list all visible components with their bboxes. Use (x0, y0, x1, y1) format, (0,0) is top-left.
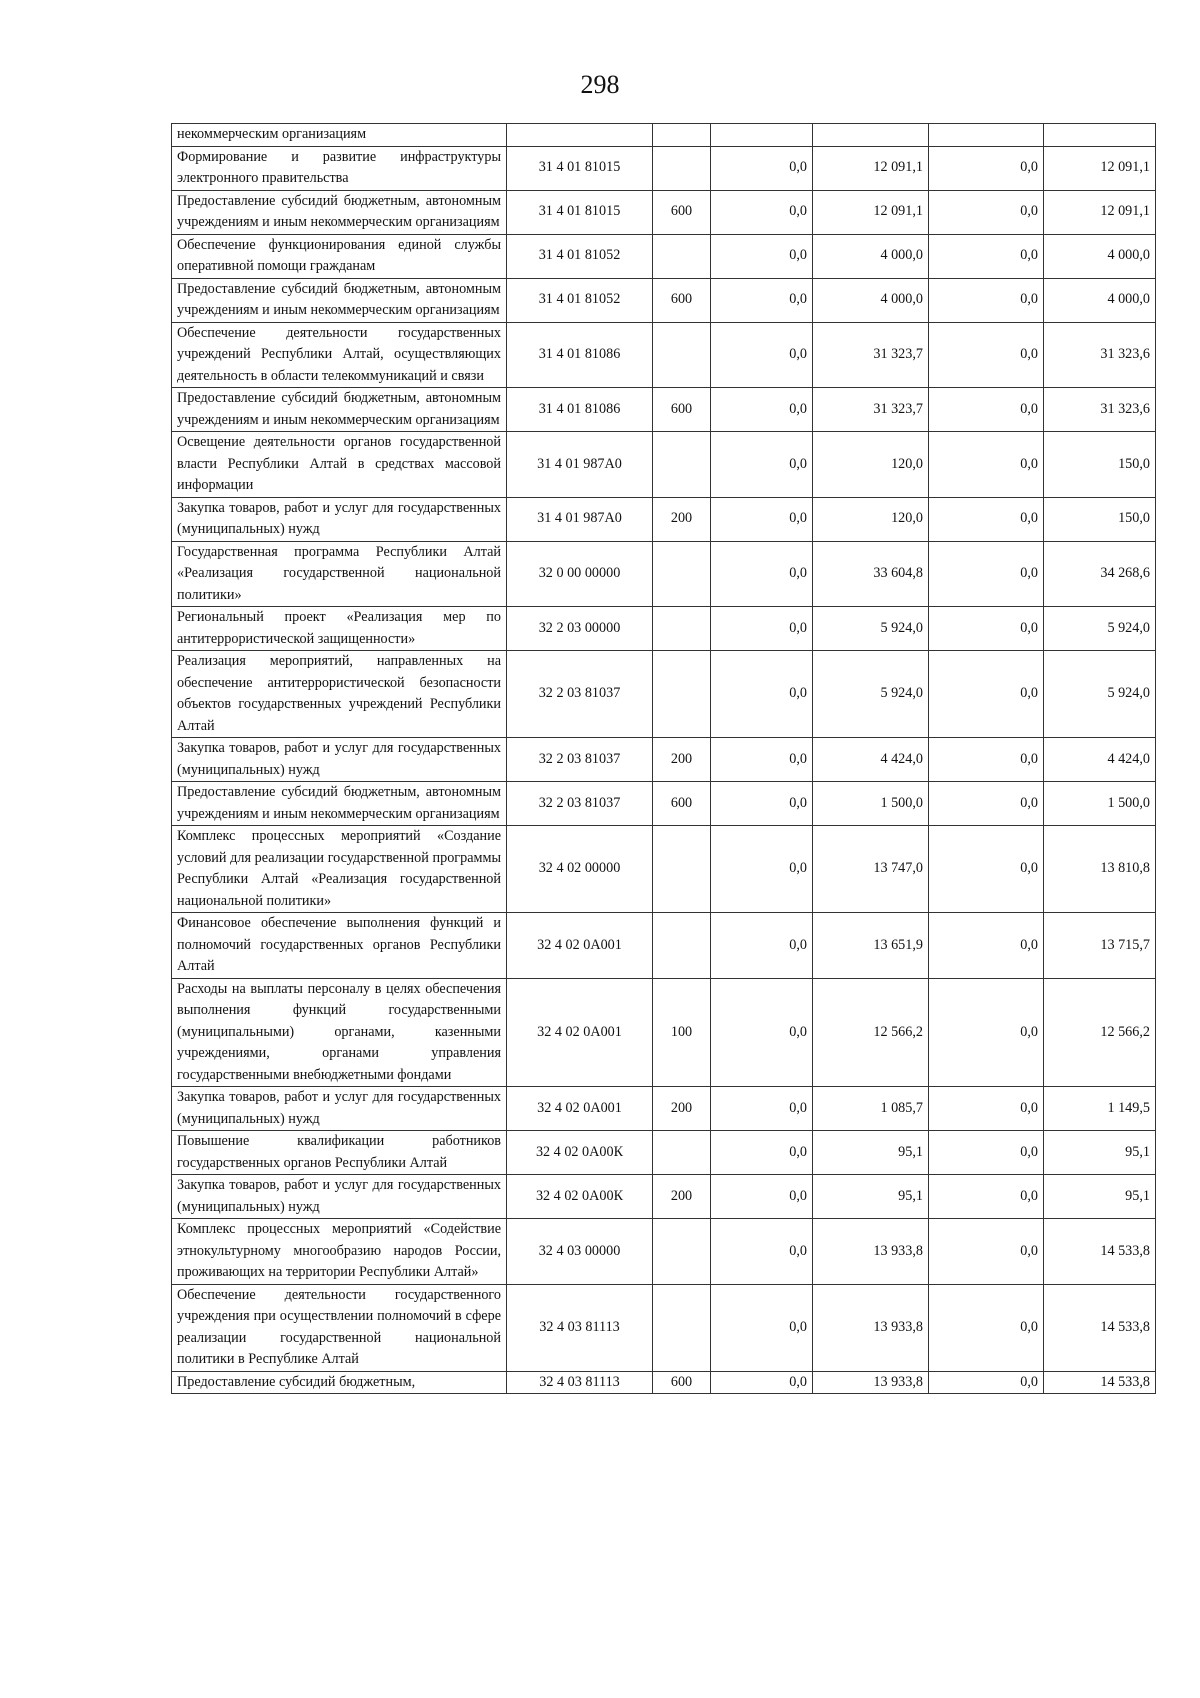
value-col-3: 0,0 (929, 146, 1044, 190)
value-col-4: 13 715,7 (1044, 913, 1156, 979)
value-col-2: 13 933,8 (813, 1284, 929, 1371)
target-code: 32 2 03 81037 (507, 782, 653, 826)
target-code: 32 2 03 00000 (507, 607, 653, 651)
value-col-4: 12 566,2 (1044, 978, 1156, 1087)
expense-type: 200 (653, 1087, 711, 1131)
row-name: Формирование и развитие инфраструктуры электронного правительства (172, 146, 507, 190)
table-row (172, 322, 1156, 388)
row-name: Предоставление субсидий бюджетным, автономным учреждениям и иным некоммерческим организациям (172, 782, 507, 826)
table-row (172, 388, 1156, 432)
table-row (172, 1371, 1156, 1394)
table-row (172, 432, 1156, 498)
table-row (172, 1131, 1156, 1175)
expense-type: 200 (653, 497, 711, 541)
expense-type: 600 (653, 782, 711, 826)
value-col-4: 5 924,0 (1044, 607, 1156, 651)
value-col-4: 14 533,8 (1044, 1371, 1156, 1394)
value-col-2: 120,0 (813, 497, 929, 541)
value-col-3: 0,0 (929, 1284, 1044, 1371)
value-col-1: 0,0 (711, 432, 813, 498)
value-col-1: 0,0 (711, 607, 813, 651)
table-row (172, 826, 1156, 913)
expense-type (653, 607, 711, 651)
target-code: 31 4 01 81052 (507, 234, 653, 278)
value-col-3: 0,0 (929, 651, 1044, 738)
value-col-4: 31 323,6 (1044, 322, 1156, 388)
row-name: Обеспечение функционирования единой службы оперативной помощи гражданам (172, 234, 507, 278)
value-col-3: 0,0 (929, 782, 1044, 826)
value-col-2: 4 000,0 (813, 278, 929, 322)
value-col-1: 0,0 (711, 234, 813, 278)
value-col-1: 0,0 (711, 782, 813, 826)
table-row (172, 1175, 1156, 1219)
expense-type (653, 432, 711, 498)
row-name: Повышение квалификации работников государственных органов Республики Алтай (172, 1131, 507, 1175)
value-col-1 (711, 124, 813, 147)
value-col-2: 12 091,1 (813, 190, 929, 234)
value-col-1: 0,0 (711, 322, 813, 388)
target-code: 32 0 00 00000 (507, 541, 653, 607)
value-col-2: 5 924,0 (813, 607, 929, 651)
table-row (172, 1219, 1156, 1285)
expense-type (653, 541, 711, 607)
value-col-2: 13 747,0 (813, 826, 929, 913)
row-name: Предоставление субсидий бюджетным, автономным учреждениям и иным некоммерческим организациям (172, 278, 507, 322)
table-row (172, 190, 1156, 234)
table-row (172, 541, 1156, 607)
value-col-4: 12 091,1 (1044, 146, 1156, 190)
expense-type (653, 146, 711, 190)
table-row (172, 497, 1156, 541)
expense-type: 600 (653, 388, 711, 432)
value-col-4: 95,1 (1044, 1131, 1156, 1175)
expense-type (653, 1284, 711, 1371)
value-col-2: 120,0 (813, 432, 929, 498)
value-col-2: 1 085,7 (813, 1087, 929, 1131)
target-code: 32 4 02 0А001 (507, 1087, 653, 1131)
expense-type (653, 1219, 711, 1285)
expense-type (653, 124, 711, 147)
row-name: Финансовое обеспечение выполнения функций и полномочий государственных органов Республики Алтай (172, 913, 507, 979)
target-code: 32 4 02 0А001 (507, 978, 653, 1087)
value-col-1: 0,0 (711, 651, 813, 738)
table-row (172, 124, 1156, 147)
table-row (172, 278, 1156, 322)
value-col-1: 0,0 (711, 913, 813, 979)
value-col-3: 0,0 (929, 322, 1044, 388)
target-code: 32 4 02 0А00К (507, 1175, 653, 1219)
expense-type: 100 (653, 978, 711, 1087)
target-code (507, 124, 653, 147)
value-col-4: 1 149,5 (1044, 1087, 1156, 1131)
expense-type: 600 (653, 1371, 711, 1394)
value-col-1: 0,0 (711, 738, 813, 782)
table-row (172, 146, 1156, 190)
table-row (172, 234, 1156, 278)
target-code: 32 4 03 81113 (507, 1284, 653, 1371)
value-col-1: 0,0 (711, 1284, 813, 1371)
value-col-3: 0,0 (929, 190, 1044, 234)
expense-type (653, 322, 711, 388)
value-col-3: 0,0 (929, 738, 1044, 782)
value-col-3: 0,0 (929, 978, 1044, 1087)
target-code: 31 4 01 81015 (507, 190, 653, 234)
value-col-4: 14 533,8 (1044, 1284, 1156, 1371)
table-row (172, 651, 1156, 738)
value-col-2: 4 000,0 (813, 234, 929, 278)
value-col-2: 13 933,8 (813, 1371, 929, 1394)
value-col-3: 0,0 (929, 497, 1044, 541)
row-name: Предоставление субсидий бюджетным, автономным учреждениям и иным некоммерческим организациям (172, 190, 507, 234)
value-col-3: 0,0 (929, 826, 1044, 913)
value-col-1: 0,0 (711, 388, 813, 432)
value-col-1: 0,0 (711, 1087, 813, 1131)
table-row (172, 913, 1156, 979)
value-col-4: 13 810,8 (1044, 826, 1156, 913)
value-col-2: 13 933,8 (813, 1219, 929, 1285)
value-col-4: 12 091,1 (1044, 190, 1156, 234)
value-col-2: 4 424,0 (813, 738, 929, 782)
value-col-2: 5 924,0 (813, 651, 929, 738)
target-code: 31 4 01 81015 (507, 146, 653, 190)
value-col-3: 0,0 (929, 1087, 1044, 1131)
value-col-3: 0,0 (929, 913, 1044, 979)
budget-table (171, 123, 1156, 1394)
expense-type: 600 (653, 278, 711, 322)
target-code: 31 4 01 81086 (507, 322, 653, 388)
value-col-1: 0,0 (711, 541, 813, 607)
value-col-4: 34 268,6 (1044, 541, 1156, 607)
target-code: 31 4 01 987А0 (507, 432, 653, 498)
row-name: Комплекс процессных мероприятий «Создание условий для реализации государственной программы Республики Алтай «Реализация государственной национальной политики» (172, 826, 507, 913)
value-col-2: 31 323,7 (813, 388, 929, 432)
row-name: некоммерческим организациям (172, 124, 507, 147)
value-col-4: 150,0 (1044, 497, 1156, 541)
value-col-4: 14 533,8 (1044, 1219, 1156, 1285)
value-col-2: 95,1 (813, 1175, 929, 1219)
value-col-3: 0,0 (929, 1175, 1044, 1219)
value-col-3: 0,0 (929, 607, 1044, 651)
target-code: 32 2 03 81037 (507, 651, 653, 738)
expense-type (653, 234, 711, 278)
row-name: Предоставление субсидий бюджетным, автономным учреждениям и иным некоммерческим организациям (172, 388, 507, 432)
value-col-3: 0,0 (929, 1131, 1044, 1175)
expense-type: 600 (653, 190, 711, 234)
value-col-1: 0,0 (711, 826, 813, 913)
value-col-2: 1 500,0 (813, 782, 929, 826)
value-col-3: 0,0 (929, 1371, 1044, 1394)
target-code: 31 4 01 81052 (507, 278, 653, 322)
value-col-3: 0,0 (929, 388, 1044, 432)
value-col-1: 0,0 (711, 1219, 813, 1285)
row-name: Расходы на выплаты персоналу в целях обеспечения выполнения функций государственными (муниципальными) органами, казенными учреждениями, органами управления государственными внебюджетными фондами (172, 978, 507, 1087)
value-col-1: 0,0 (711, 278, 813, 322)
value-col-4: 31 323,6 (1044, 388, 1156, 432)
table-row (172, 1284, 1156, 1371)
value-col-2: 33 604,8 (813, 541, 929, 607)
target-code: 32 4 02 0А00К (507, 1131, 653, 1175)
row-name: Закупка товаров, работ и услуг для государственных (муниципальных) нужд (172, 738, 507, 782)
target-code: 31 4 01 987А0 (507, 497, 653, 541)
value-col-1: 0,0 (711, 1175, 813, 1219)
expense-type (653, 651, 711, 738)
row-name: Государственная программа Республики Алтай «Реализация государственной национальной политики» (172, 541, 507, 607)
value-col-2: 31 323,7 (813, 322, 929, 388)
value-col-2: 12 091,1 (813, 146, 929, 190)
target-code: 32 2 03 81037 (507, 738, 653, 782)
row-name: Предоставление субсидий бюджетным, (172, 1371, 507, 1394)
table-row (172, 607, 1156, 651)
table-row (172, 978, 1156, 1087)
target-code: 31 4 01 81086 (507, 388, 653, 432)
table-row (172, 1087, 1156, 1131)
row-name: Закупка товаров, работ и услуг для государственных (муниципальных) нужд (172, 1087, 507, 1131)
row-name: Региональный проект «Реализация мер по антитеррористической защищенности» (172, 607, 507, 651)
value-col-4 (1044, 124, 1156, 147)
row-name: Комплекс процессных мероприятий «Содействие этнокультурному многообразию народов России, проживающих на территории Республики Алтай» (172, 1219, 507, 1285)
value-col-4: 95,1 (1044, 1175, 1156, 1219)
value-col-1: 0,0 (711, 146, 813, 190)
value-col-1: 0,0 (711, 1371, 813, 1394)
expense-type (653, 826, 711, 913)
target-code: 32 4 03 00000 (507, 1219, 653, 1285)
target-code: 32 4 03 81113 (507, 1371, 653, 1394)
value-col-2 (813, 124, 929, 147)
value-col-4: 1 500,0 (1044, 782, 1156, 826)
row-name: Реализация мероприятий, направленных на обеспечение антитеррористической безопасности объектов государственных учреждений Республики Алтай (172, 651, 507, 738)
page-number: 298 (580, 70, 620, 99)
value-col-2: 13 651,9 (813, 913, 929, 979)
value-col-4: 4 424,0 (1044, 738, 1156, 782)
value-col-3: 0,0 (929, 278, 1044, 322)
expense-type: 200 (653, 1175, 711, 1219)
value-col-4: 150,0 (1044, 432, 1156, 498)
value-col-4: 4 000,0 (1044, 234, 1156, 278)
value-col-4: 4 000,0 (1044, 278, 1156, 322)
value-col-2: 12 566,2 (813, 978, 929, 1087)
value-col-3: 0,0 (929, 1219, 1044, 1285)
row-name: Обеспечение деятельности государственных учреждений Республики Алтай, осуществляющих деятельность в области телекоммуникаций и связи (172, 322, 507, 388)
expense-type (653, 1131, 711, 1175)
value-col-3: 0,0 (929, 432, 1044, 498)
value-col-4: 5 924,0 (1044, 651, 1156, 738)
expense-type (653, 913, 711, 979)
value-col-3: 0,0 (929, 234, 1044, 278)
value-col-3: 0,0 (929, 541, 1044, 607)
value-col-3 (929, 124, 1044, 147)
table-row (172, 782, 1156, 826)
target-code: 32 4 02 0А001 (507, 913, 653, 979)
row-name: Закупка товаров, работ и услуг для государственных (муниципальных) нужд (172, 497, 507, 541)
table-row (172, 738, 1156, 782)
expense-type: 200 (653, 738, 711, 782)
target-code: 32 4 02 00000 (507, 826, 653, 913)
value-col-1: 0,0 (711, 497, 813, 541)
value-col-1: 0,0 (711, 190, 813, 234)
value-col-2: 95,1 (813, 1131, 929, 1175)
row-name: Закупка товаров, работ и услуг для государственных (муниципальных) нужд (172, 1175, 507, 1219)
value-col-1: 0,0 (711, 978, 813, 1087)
row-name: Освещение деятельности органов государственной власти Республики Алтай в средствах массовой информации (172, 432, 507, 498)
row-name: Обеспечение деятельности государственного учреждения при осуществлении полномочий в сфере реализации государственной национальной политики в Республике Алтай (172, 1284, 507, 1371)
value-col-1: 0,0 (711, 1131, 813, 1175)
